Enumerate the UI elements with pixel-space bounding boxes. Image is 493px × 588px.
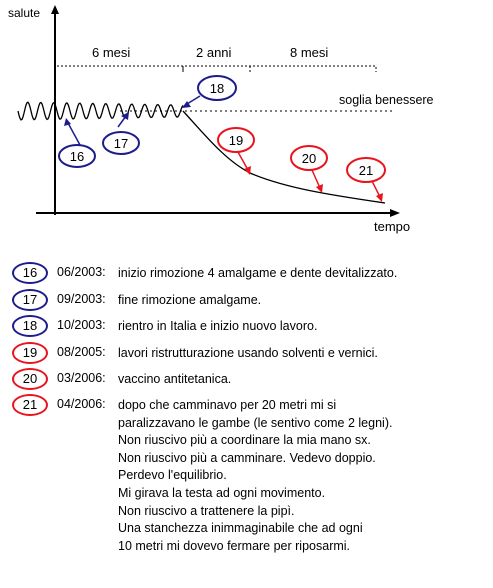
legend-date-19: 08/2005: (57, 345, 106, 359)
legend-desc-16 (118, 265, 397, 283)
legend-desc-line: Non riuscivo più a coordinare la mia mano sx. (118, 433, 371, 448)
legend-desc-line: paralizzavano le gambe (le sentivo come 2 legni). (118, 415, 393, 430)
legend-desc-line: Non riuscivo più a camminare. Vedevo doppio. (118, 450, 376, 465)
marker-17-label: 17 (113, 136, 129, 151)
threshold-label: soglia benessere (339, 93, 434, 107)
period-label-1: 6 mesi (92, 45, 131, 60)
legend-desc-line: lavori ristrutturazione usando solventi e vernici. (118, 346, 378, 360)
marker-16-label: 16 (69, 149, 85, 164)
legend-desc-line: 10 metri mi dovevo fermare per riposarmi. (118, 538, 351, 553)
legend-desc-line: inizio rimozione 4 amalgame e dente devitalizzato. (118, 266, 398, 280)
legend-badge-17: 17 (12, 289, 48, 311)
legend-desc-19 (118, 345, 378, 363)
legend-badge-20: 20 (12, 368, 48, 390)
legend-desc-line: Non riuscivo a trattenere la pipì. (118, 503, 295, 518)
legend-date-18: 10/2003: (57, 318, 106, 332)
x-axis-label: tempo (374, 219, 411, 234)
legend-badge-19: 19 (12, 342, 48, 364)
legend-badge-21: 21 (12, 394, 48, 416)
marker-20-label: 20 (301, 151, 317, 166)
marker-21-label: 21 (358, 163, 374, 178)
period-label-3: 8 mesi (290, 45, 329, 60)
legend-desc-line: dopo che camminavo per 20 metri mi si (118, 398, 337, 412)
legend-desc-20 (118, 371, 231, 389)
legend-desc-line: Mi girava la testa ad ogni movimento. (118, 485, 326, 500)
period-label-2: 2 anni (196, 45, 232, 60)
y-axis-label: salute (8, 6, 41, 20)
marker-18-label: 18 (209, 81, 225, 96)
legend-desc-21 (118, 397, 392, 555)
legend-desc-17 (118, 292, 261, 310)
legend-badge-18: 18 (12, 315, 48, 337)
legend-desc-line: vaccino antitetanica. (118, 372, 232, 386)
marker-19-label: 19 (228, 133, 244, 148)
legend-date-16: 06/2003: (57, 265, 106, 279)
legend-desc-line: fine rimozione amalgame. (118, 293, 262, 307)
legend-date-20: 03/2006: (57, 371, 106, 385)
legend-desc-18 (118, 318, 317, 336)
legend-desc-line: Perdevo l'equilibrio. (118, 468, 227, 483)
legend-date-21: 04/2006: (57, 397, 106, 411)
legend-desc-line: Una stanchezza inimmaginabile che ad ogni (118, 521, 363, 536)
legend-date-17: 09/2003: (57, 292, 106, 306)
legend-badge-16: 16 (12, 262, 48, 284)
legend-desc-line: rientro in Italia e inizio nuovo lavoro. (118, 319, 318, 333)
